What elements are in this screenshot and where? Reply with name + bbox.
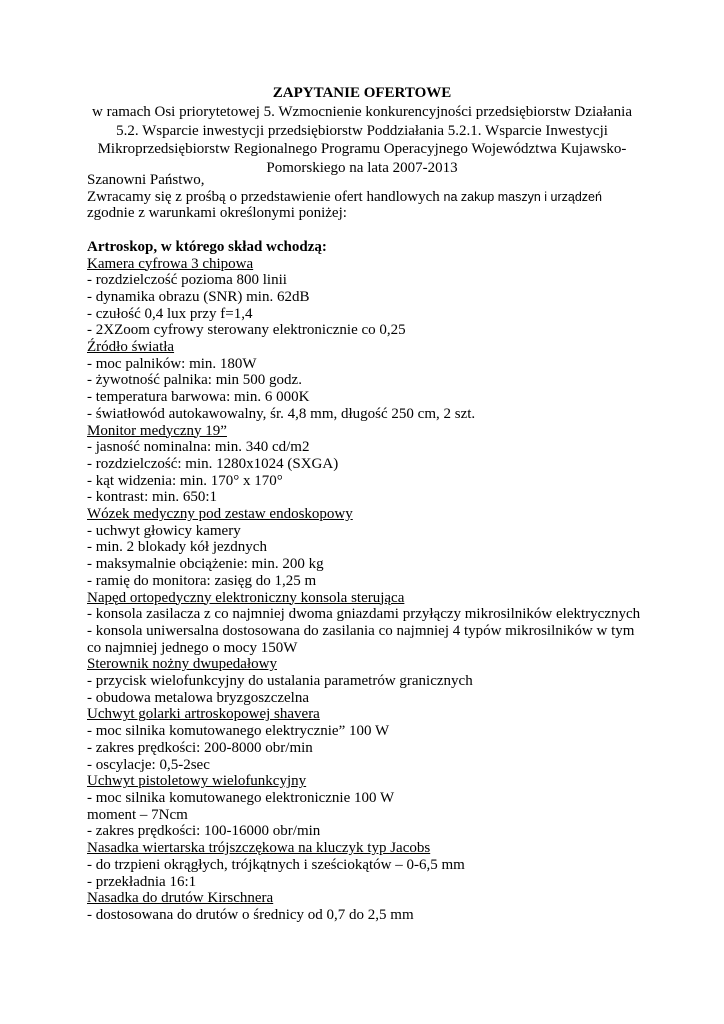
spec-item: - jasność nominalna: min. 340 cd/m2 — [87, 439, 310, 456]
spec-sections — [87, 256, 647, 924]
section-heading: Kamera cyfrowa 3 chipowa — [87, 255, 254, 272]
spec-section — [87, 890, 647, 923]
spec-section — [87, 339, 647, 423]
spec-item: - uchwyt głowicy kamery — [87, 522, 241, 539]
spec-item: - 2XZoom cyfrowy sterowany elektronicznie co 0,25 — [87, 322, 406, 339]
main-heading: Artroskop, w którego skład wchodzą: — [87, 238, 327, 255]
spec-item: - maksymalnie obciążenie: min. 200 kg — [87, 556, 324, 573]
section-heading: Uchwyt pistoletowy wielofunkcyjny — [87, 773, 307, 790]
spec-item: - kąt widzenia: min. 170° x 170° — [87, 472, 283, 489]
spec-item: - czułość 0,4 lux przy f=1,4 — [87, 305, 253, 322]
intro-text: Zwracamy się z prośbą o przedstawienie ofert handlowych — [87, 188, 444, 205]
spec-item: - żywotność palnika: min 500 godz. — [87, 372, 302, 389]
spec-section — [87, 773, 647, 840]
spec-item: - ramię do monitora: zasięg do 1,25 m — [87, 572, 317, 589]
spec-item: - rozdzielczość pozioma 800 linii — [87, 272, 287, 289]
spec-section — [87, 256, 647, 340]
document-body — [87, 172, 647, 924]
spec-section — [87, 590, 647, 657]
document-title: ZAPYTANIE OFERTOWE — [272, 85, 452, 101]
spec-item: - moc silnika komutowanego elektrycznie” 100 W — [87, 723, 390, 740]
document-subtitle: w ramach Osi priorytetowej 5. Wzmocnienie konkurencyjności przedsiębiorstw Działania 5.2. Wsparcie inwestycji przedsiębiorstw Poddziałania 5.2.1. Wsparcie Inwestycji Mikroprzedsiębiorstw Regionalnego Programu Operacyjnego Województwa Kujawsko-Pomorskiego na lata 2007-2013 — [92, 104, 632, 176]
spacer — [87, 222, 647, 239]
spec-item: - dostosowana do drutów o średnicy od 0,7 do 2,5 mm — [87, 906, 414, 923]
section-heading: Uchwyt golarki artroskopowej shavera — [87, 706, 320, 723]
spec-item: - kontrast: min. 650:1 — [87, 489, 217, 506]
spec-item: - obudowa metalowa bryzgoszczelna — [87, 689, 309, 706]
section-heading: Napęd ortopedyczny elektroniczny konsola sterująca — [87, 589, 405, 606]
section-heading: Wózek medyczny pod zestaw endoskopowy — [87, 506, 353, 523]
spec-item: - do trzpieni okrągłych, trójkątnych i sześciokątów – 0-6,5 mm — [87, 856, 465, 873]
spec-item: - konsola zasilacza z co najmniej dwoma gniazdami przyłączy mikrosilników elektrycznych — [87, 606, 641, 623]
spec-section — [87, 840, 647, 890]
intro-text-sans: na zakup maszyn i urządzeń — [443, 189, 602, 204]
section-heading: Źródło światła — [87, 339, 175, 356]
spec-item: - konsola uniwersalna dostosowana do zasilania co najmniej 4 typów mikrosilników w tym co najmniej jednego o mocy 150W — [87, 622, 635, 656]
spec-item: - rozdzielczość: min. 1280x1024 (SXGA) — [87, 455, 339, 472]
spec-item: - światłowód autokawowalny, śr. 4,8 mm, długość 250 cm, 2 szt. — [87, 405, 476, 422]
spec-section — [87, 656, 647, 706]
spec-item: - zakres prędkości: 200-8000 obr/min — [87, 739, 313, 756]
greeting: Szanowni Państwo, — [87, 172, 205, 188]
section-heading: Nasadka wiertarska trójszczękowa na kluczyk typ Jacobs — [87, 840, 431, 857]
spec-item: moment – 7Ncm — [87, 806, 188, 823]
spec-section — [87, 706, 647, 773]
intro-line-2: zgodnie z warunkami określonymi poniżej: — [87, 205, 347, 222]
spec-item: - min. 2 blokady kół jezdnych — [87, 539, 267, 556]
intro-line-1 — [87, 189, 647, 206]
spec-item: - moc palników: min. 180W — [87, 355, 257, 372]
spec-item: - zakres prędkości: 100-16000 obr/min — [87, 823, 321, 840]
spec-item: - moc silnika komutowanego elektronicznie 100 W — [87, 790, 395, 806]
spec-item: - dynamika obrazu (SNR) min. 62dB — [87, 288, 310, 305]
spec-section — [87, 423, 647, 507]
section-heading: Sterownik nożny dwupedałowy — [87, 656, 277, 673]
spec-item: - przekładnia 16:1 — [87, 873, 197, 890]
section-heading: Nasadka do drutów Kirschnera — [87, 890, 274, 907]
spec-item: - temperatura barwowa: min. 6 000K — [87, 389, 310, 406]
spec-section — [87, 506, 647, 590]
spec-item: - oscylacje: 0,5-2sec — [87, 756, 210, 773]
section-heading: Monitor medyczny 19” — [87, 422, 227, 439]
spec-item: - przycisk wielofunkcyjny do ustalania parametrów granicznych — [87, 673, 473, 690]
